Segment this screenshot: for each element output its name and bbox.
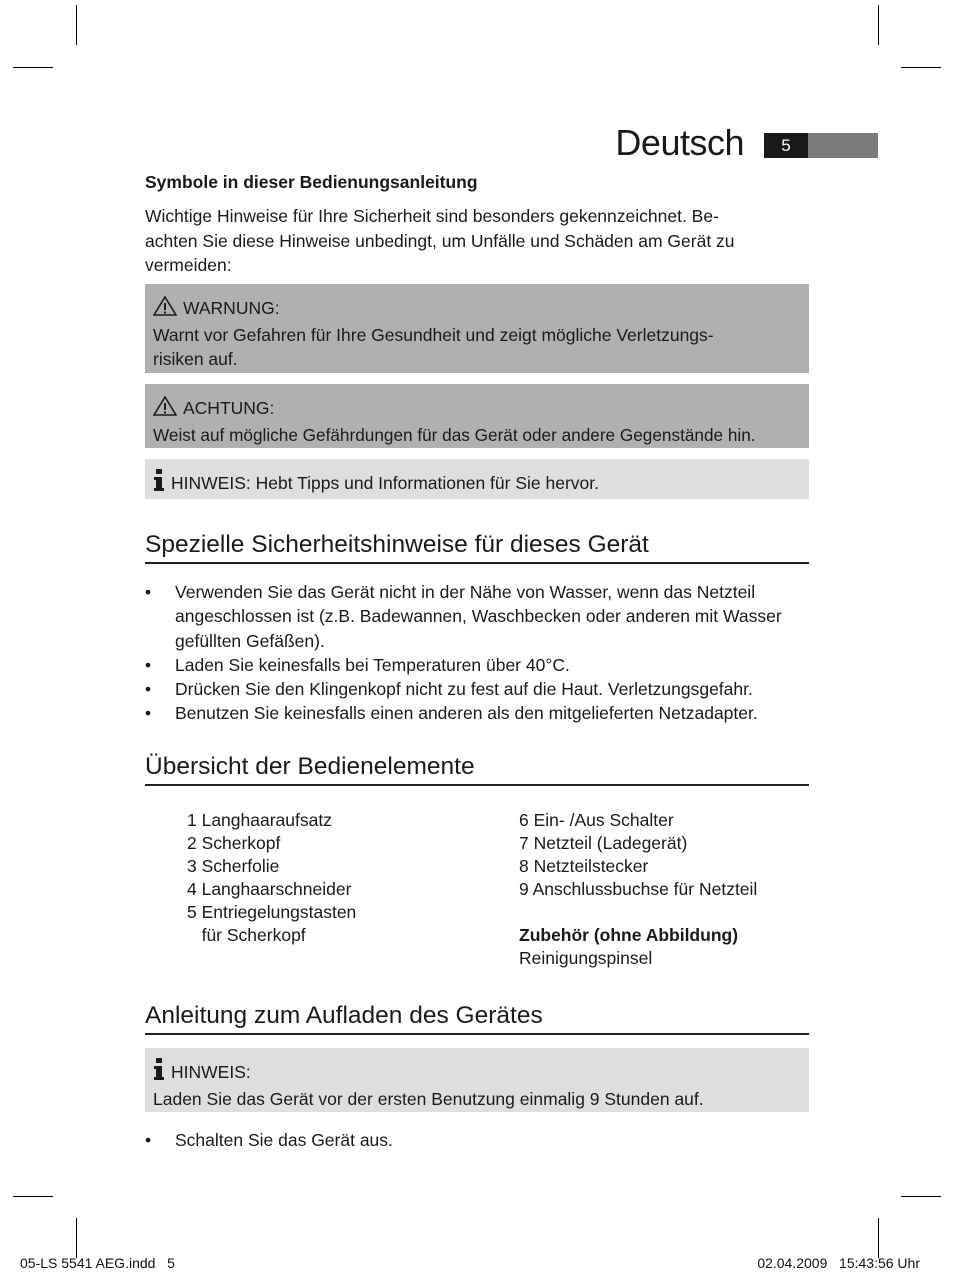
caution-label: ACHTUNG: <box>183 398 275 418</box>
warning-box: WARNUNG: Warnt vor Gefahren für Ihre Gesundheit und zeigt mögliche Verletzungs- risiken auf. <box>145 284 809 373</box>
crop-mark <box>13 67 53 68</box>
crop-mark <box>901 1196 941 1197</box>
note-box <box>145 459 809 499</box>
parts-list-left <box>187 809 356 947</box>
symbols-intro: Wichtige Hinweise für Ihre Sicherheit sind besonders gekennzeichnet. Be- achten Sie diese Hinweise unbedingt, um Unfälle und Schäden am Gerät zu vermeiden: <box>145 206 735 275</box>
note-label: HINWEIS: <box>171 473 251 493</box>
symbols-heading: Symbole in dieser Bedienungsanleitung <box>145 172 478 192</box>
list-item: 7 Netzteil (Ladegerät) <box>519 833 688 853</box>
list-item: • Laden Sie keinesfalls bei Temperaturen über 40°C. <box>145 653 809 677</box>
page-header-bar <box>808 133 878 158</box>
footer-file: 05-LS 5541 AEG.indd 5 <box>20 1255 175 1271</box>
list-item: 3 Scherfolie <box>187 856 280 876</box>
section-heading-safety: Spezielle Sicherheitshinweise für dieses Gerät <box>145 530 809 564</box>
section-heading-charging: Anleitung zum Aufladen des Gerätes <box>145 1001 809 1035</box>
warning-triangle-icon <box>153 396 177 423</box>
list-item: • Drücken Sie den Klingenkopf nicht zu fest auf die Haut. Verletzungsgefahr. <box>145 677 809 701</box>
list-item: 9 Anschlussbuchse für Netzteil <box>519 879 758 899</box>
info-icon <box>153 469 165 498</box>
caution-box <box>145 384 809 448</box>
list-item: 4 Langhaarschneider <box>187 879 352 899</box>
crop-mark <box>76 1218 77 1258</box>
list-item: • Verwenden Sie das Gerät nicht in der Nähe von Wasser, wenn das Netzteil angeschlossen ist (z.B. Badewannen, Waschbecken oder anderen mit Wasser gefüllten Gefäßen). <box>145 580 809 653</box>
info-icon <box>153 1058 165 1087</box>
list-item: für Scherkopf <box>187 925 306 945</box>
language-title: Deutsch <box>615 122 744 163</box>
section-heading-overview: Übersicht der Bedienelemente <box>145 752 809 786</box>
list-item: • Schalten Sie das Gerät aus. <box>145 1128 809 1152</box>
list-item: 6 Ein- /Aus Schalter <box>519 810 674 830</box>
list-item: 1 Langhaaraufsatz <box>187 810 332 830</box>
accessories-heading: Zubehör (ohne Abbildung) <box>519 925 739 945</box>
crop-mark <box>901 67 941 68</box>
charging-note-label: HINWEIS: <box>171 1062 251 1082</box>
footer-timestamp: 02.04.2009 15:43:56 Uhr <box>757 1255 920 1271</box>
crop-mark <box>878 5 879 45</box>
crop-mark <box>76 5 77 45</box>
warning-label: WARNUNG: <box>183 298 280 318</box>
crop-mark <box>13 1196 53 1197</box>
crop-mark <box>878 1218 879 1258</box>
note-text: Hebt Tipps und Informationen für Sie hervor. <box>255 473 599 493</box>
accessories-text: Reinigungspinsel <box>519 948 653 968</box>
parts-list-right <box>519 809 757 970</box>
charging-note-box <box>145 1048 809 1112</box>
warning-triangle-icon <box>153 296 177 323</box>
list-item: 8 Netzteilstecker <box>519 856 649 876</box>
charging-list <box>145 1128 809 1152</box>
list-item: 5 Entriegelungstasten <box>187 902 357 922</box>
page-number: 5 <box>764 133 808 158</box>
caution-text: Weist auf mögliche Gefährdungen für das Gerät oder andere Gegenstände hin. <box>153 424 756 445</box>
safety-list <box>145 580 809 726</box>
list-item: • Benutzen Sie keinesfalls einen anderen als den mitgelieferten Netzadapter. <box>145 701 809 725</box>
charging-note-text: Laden Sie das Gerät vor der ersten Benutzung einmalig 9 Stunden auf. <box>153 1088 704 1109</box>
list-item: 2 Scherkopf <box>187 833 281 853</box>
